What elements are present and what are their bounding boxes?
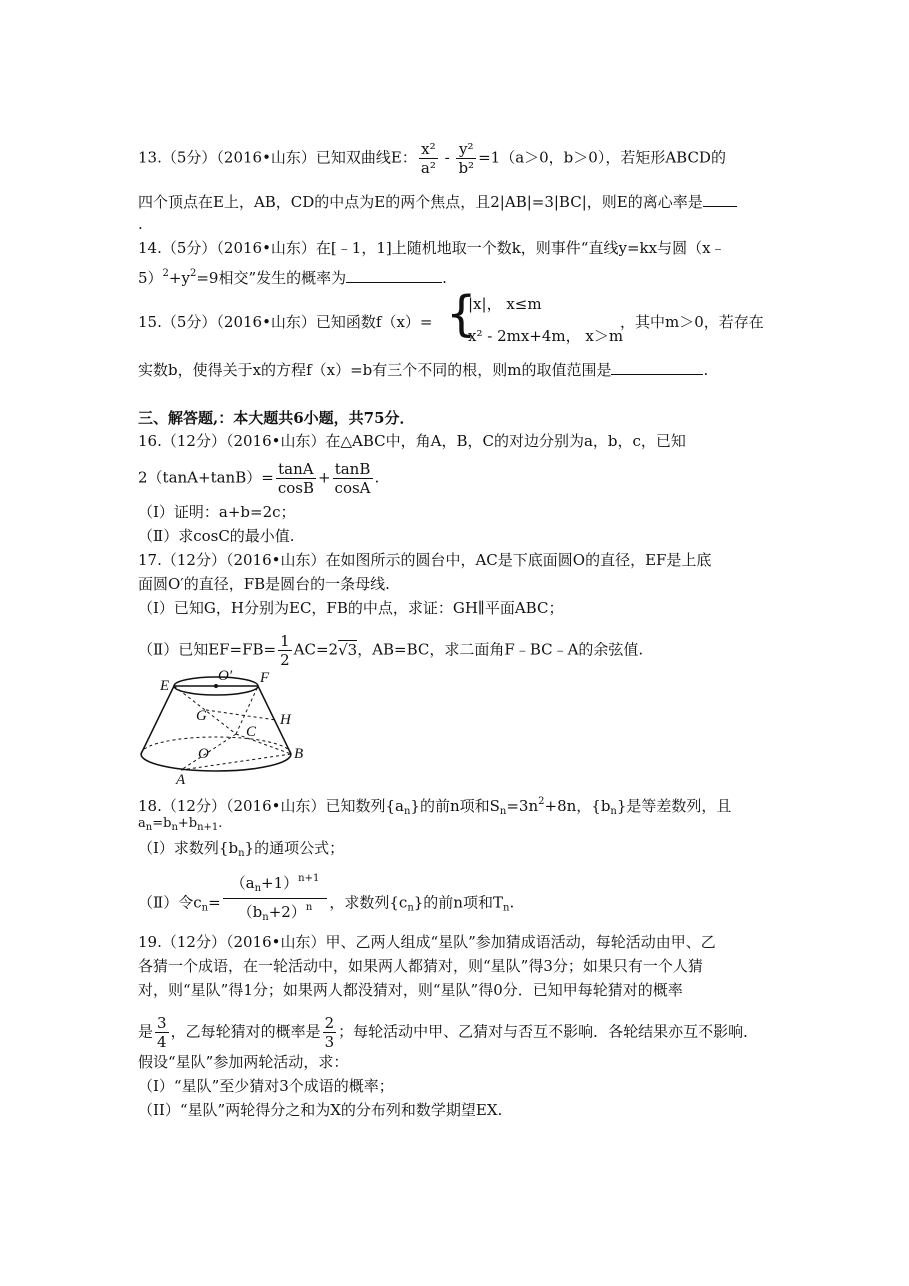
q18-sub-n1p: n+1: [197, 822, 219, 833]
q19-frac2: [323, 1014, 337, 1051]
q18-l1e: }是等差数列，且: [616, 797, 732, 815]
q19-part1: （I）“星队”至少猜对3个成语的概率；: [138, 1077, 394, 1095]
q19-line4: [138, 1014, 758, 1051]
q18-sub-n3: n: [610, 806, 617, 817]
label-e: E: [160, 678, 170, 694]
label-g: G: [196, 708, 207, 724]
point-o-prime: [214, 684, 218, 688]
q18-l2b: =b: [152, 816, 172, 831]
answer-blank: [703, 192, 737, 207]
q14-sup1: 2: [162, 268, 169, 279]
q16-f2d: cosA: [334, 479, 371, 497]
label-a: A: [176, 772, 186, 786]
q18-l1b: }的前n项和S: [410, 797, 500, 815]
q18-sub-n5: n: [171, 822, 178, 833]
label-c: C: [246, 724, 257, 740]
q18-p2c: ，求数列{c: [329, 893, 408, 912]
q14-line2: $5)^2+y^2=9$相交”发生的概率为 .: [138, 268, 447, 287]
q13-frac1-den: a²: [420, 159, 436, 177]
q13-frac2: [456, 140, 476, 177]
q18-den-sup: n: [305, 902, 313, 913]
q18-p2d: }的前n项和T: [413, 893, 503, 912]
q13-line2: [138, 192, 737, 212]
q17-line2: 面圆O′的直径，FB是圆台的一条母线.: [138, 575, 390, 593]
q19-f2d: 3: [324, 1033, 335, 1051]
q19-line5: 假设“星队”参加两轮活动，求：: [138, 1053, 349, 1071]
q18-frac: [223, 870, 328, 927]
q18-l2a: a: [138, 816, 146, 831]
q16-dot: .: [374, 468, 380, 487]
q15-line2-text: 实数b，使得关于x的方程f（x）=b有三个不同的根，则m的取值范围是: [138, 361, 612, 379]
q17-p2-a: （Ⅱ）已知EF=FB=: [138, 640, 277, 659]
bottom-ellipse-back: [141, 737, 291, 754]
bottom-ellipse-front: [141, 754, 291, 771]
q15-suffix: ，其中m＞0，若存在: [620, 313, 764, 331]
q16-frac2: [333, 460, 373, 497]
q18-l1a: 18.（12分）（2016•山东）已知数列{a: [138, 797, 404, 815]
q18-sub-n1: n: [403, 806, 411, 817]
q13-suffix: =1（a＞0，b＞0），若矩形ABCD的: [478, 148, 726, 167]
q16-f2n: tanB: [333, 460, 373, 479]
answer-blank: [611, 360, 703, 375]
q14-line2-b: +y: [168, 269, 190, 287]
q15-case1: |x|， x≤m: [468, 295, 542, 313]
q18-num-sub: n: [254, 883, 262, 894]
q13-line3: .: [138, 215, 143, 233]
label-b: B: [294, 746, 304, 762]
q18-num-a: （a: [230, 874, 255, 892]
q18-num-b: +1）: [261, 874, 299, 892]
q19-l4b: ，乙每轮猜对的概率是: [170, 1022, 321, 1041]
segment-gh: [206, 710, 276, 720]
q18-num-sup: n+1: [298, 873, 320, 884]
q19-line2: 各猜一个成语，在一轮活动中，如果两人都猜对，则“星队”得3分；如果只有一个人猜: [138, 957, 703, 975]
q19-f1d: 4: [157, 1033, 167, 1051]
q15-line1: [138, 312, 433, 332]
q19-l4a: 是: [138, 1022, 154, 1041]
label-f: F: [260, 670, 270, 686]
q17-part1: （I）已知G，H分别为EC，FB的中点，求证：GH∥平面ABC；: [138, 599, 564, 617]
q16-plus: +: [317, 468, 331, 487]
q15-prefix: 15.（5分）（2016•山东）已知函数f（x）=: [138, 313, 433, 331]
q13-line1: [138, 140, 726, 177]
frustum-figure: [136, 664, 316, 786]
q18-l2c: +b: [177, 816, 198, 831]
q19-part2: （II）“星队”两轮得分之和为X的分布列和数学期望EX.: [138, 1101, 503, 1119]
q19-f2n: 2: [324, 1014, 335, 1032]
q16-frac1: [276, 460, 316, 497]
q18-den-a: （b: [237, 903, 263, 921]
q16-f1n: tanA: [276, 460, 316, 479]
q18-sub-n9: n: [502, 902, 510, 914]
q15-line2: [138, 360, 708, 380]
q15-brace: {: [446, 286, 477, 342]
q14-sup2: 2: [189, 268, 197, 279]
q17-p2-b: AC=2: [293, 640, 339, 659]
q17-fd: 2: [280, 651, 290, 669]
label-o: O: [198, 746, 209, 762]
answer-blank: [346, 268, 442, 283]
q18-p1a: （Ⅰ）求数列{b: [138, 839, 239, 857]
q17-sqrt: √3: [338, 640, 358, 659]
q18-sup-2: 2: [538, 796, 545, 807]
q17-fn: 1: [280, 632, 290, 650]
q16-part2: （Ⅱ）求cosC的最小值.: [138, 527, 295, 545]
q17-sqrt-arg: 3: [347, 640, 358, 659]
q19-line1: 19.（12分）（2016•山东）甲、乙两人组成“星队”参加猜成语活动，每轮活动由甲、乙: [138, 933, 716, 951]
q13-line2-text: 四个顶点在E上，AB，CD的中点为E的两个焦点，且2|AB|=3|BC|，则E的离心率是: [138, 193, 703, 211]
q18-den-b: +2）: [268, 903, 306, 921]
q18-p2a: （Ⅱ）令c: [138, 893, 202, 912]
q17-p2-c: ，AB=BC，求二面角F﹣BC﹣A的余弦值.: [357, 640, 644, 659]
label-o-prime: O′: [218, 668, 233, 684]
q18-sub-n2: n: [499, 806, 507, 817]
q19-l4c: ；每轮活动中甲、乙猜对与否互不影响．各轮结果亦互不影响．: [338, 1022, 759, 1041]
q13-minus: -: [439, 148, 455, 167]
q13-frac2-den: b²: [458, 159, 475, 177]
q16-f1d: cosB: [277, 479, 314, 497]
q19-f1n: 3: [157, 1014, 167, 1032]
label-h: H: [280, 712, 291, 728]
q15-end: .: [703, 361, 709, 379]
q19-line3: 对，则“星队”得1分；如果两人都没猜对，则“星队”得0分．已知甲每轮猜对的概率: [138, 981, 683, 999]
q19-frac1: [155, 1014, 169, 1051]
q13-frac1-num: x²: [419, 140, 438, 159]
q18-sub-n6: n: [238, 848, 245, 859]
q18-part2: [138, 873, 515, 927]
q18-frac-num: [223, 870, 328, 899]
q16-line2: [138, 460, 379, 497]
q13-prefix: 13.（5分）（2016•山东）已知双曲线E：: [138, 148, 417, 167]
q13-frac1: [419, 140, 438, 177]
q16-part1: （Ⅰ）证明：a+b=2c；: [138, 503, 296, 521]
q18-part1: [138, 838, 344, 864]
q14-line2-a: 5）: [138, 269, 163, 287]
q18-l2end: .: [218, 816, 223, 831]
q15-case2: x² - 2mx+4m， x＞m: [468, 327, 624, 345]
q18-line2: [138, 814, 222, 838]
q18-line1: [138, 792, 731, 822]
q16-line2-a: 2（tanA+tanB）=: [138, 468, 274, 487]
q18-sub-n8: n: [407, 902, 414, 914]
q17-line1: 17.（12分）（2016•山东）在如图所示的圆台中，AC是下底面圆O的直径，EF是上底: [138, 551, 712, 569]
q18-l1c: =3n: [506, 797, 539, 815]
q14-line1: 14.（5分）（2016•山东）在[﹣1，1]上随机地取一个数k，则事件“直线y=kx与圆（x﹣: [138, 239, 726, 257]
q18-p2e: .: [509, 893, 515, 912]
q13-frac2-num: y²: [456, 140, 476, 159]
q14-line2-c: =9相交”发生的概率为: [196, 269, 347, 287]
q18-den-sub: n: [262, 912, 269, 923]
q18-sub-n4: n: [145, 822, 153, 833]
q18-p1b: }的通项公式；: [244, 839, 345, 857]
q18-l1d: +8n，{b: [544, 797, 611, 815]
q18-frac-den: [223, 899, 328, 927]
q18-sub-n7: n: [201, 902, 209, 914]
q16-line1: 16.（12分）（2016•山东）在△ABC中，角A，B，C的对边分别为a，b，c，已知: [138, 432, 686, 450]
section-heading: 三、解答题,：本大题共6小题，共75分．: [138, 409, 415, 427]
q18-p2eq: =: [208, 893, 221, 912]
